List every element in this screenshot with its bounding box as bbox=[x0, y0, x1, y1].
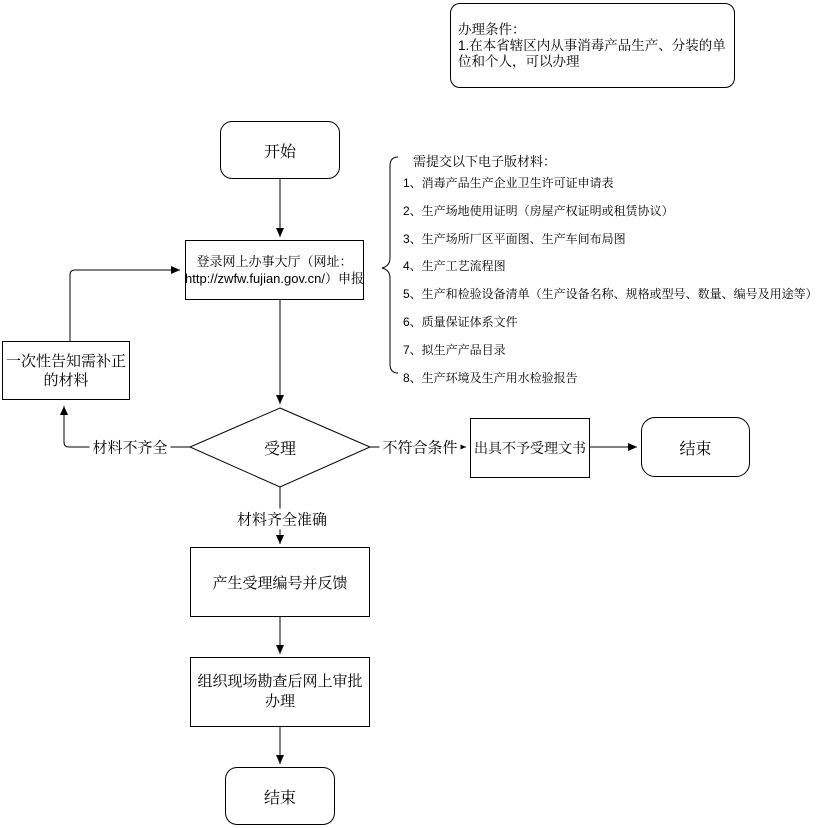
materials-item: 1、消毒产品生产企业卫生许可证申请表 bbox=[403, 176, 614, 190]
review-diamond-label: 受理 bbox=[263, 441, 296, 458]
reject-document-label: 出具不予受理文书 bbox=[474, 440, 586, 456]
edge-label-complete: 材料齐全准确 bbox=[234, 509, 330, 530]
receipt-number-box bbox=[190, 547, 370, 617]
start-node bbox=[220, 121, 340, 179]
edge-label-incomplete: 材料不齐全 bbox=[89, 437, 170, 458]
materials-brace bbox=[382, 157, 398, 373]
site-inspection-line1: 组织现场勘查后网上审批 bbox=[197, 673, 363, 690]
materials-item: 2、生产场地使用证明（房屋产权证明或租赁协议） bbox=[403, 204, 674, 218]
notify-correction-box bbox=[2, 341, 130, 400]
end-right-label: 结束 bbox=[679, 440, 712, 458]
materials-item: 4、生产工艺流程图 bbox=[403, 259, 506, 273]
materials-item: 5、生产和检验设备清单（生产设备名称、规格或型号、数量、编号及用途等） bbox=[403, 287, 818, 301]
edge-label-not-qualified: 不符合条件 bbox=[379, 437, 460, 458]
login-step-line1: 登录网上办事大厅（网址： bbox=[196, 254, 353, 269]
end-node-bottom bbox=[225, 767, 335, 825]
end-node-right bbox=[641, 417, 750, 477]
condition-note-box bbox=[450, 3, 735, 88]
materials-item: 3、生产场所厂区平面图、生产车间布局图 bbox=[403, 232, 626, 246]
materials-header: 需提交以下电子版材料： bbox=[413, 154, 557, 169]
end-bottom-label: 结束 bbox=[263, 789, 296, 807]
site-inspection-line2: 办理 bbox=[264, 693, 295, 710]
site-inspection-box bbox=[190, 657, 370, 727]
materials-list bbox=[403, 151, 831, 396]
login-step-box bbox=[185, 240, 364, 300]
notify-correction-line2: 的材料 bbox=[43, 371, 89, 389]
receipt-number-label: 产生受理编号并反馈 bbox=[212, 574, 348, 592]
materials-item: 6、质量保证体系文件 bbox=[403, 315, 518, 329]
condition-note-body: 1.在本省辖区内从事消毒产品生产、分装的单位和个人，可以办理 bbox=[458, 38, 726, 69]
edge-notify-to-login bbox=[70, 270, 180, 341]
condition-note-title: 办理条件： bbox=[458, 22, 526, 37]
login-step-line2: http://zwfw.fujian.gov.cn/）申报 bbox=[185, 271, 364, 286]
materials-item: 7、拟生产产品目录 bbox=[403, 343, 506, 357]
materials-item: 8、生产环境及生产用水检验报告 bbox=[403, 371, 578, 385]
start-label: 开始 bbox=[263, 143, 296, 161]
notify-correction-line1: 一次性告知需补正 bbox=[5, 352, 126, 370]
reject-document-box bbox=[470, 418, 590, 478]
